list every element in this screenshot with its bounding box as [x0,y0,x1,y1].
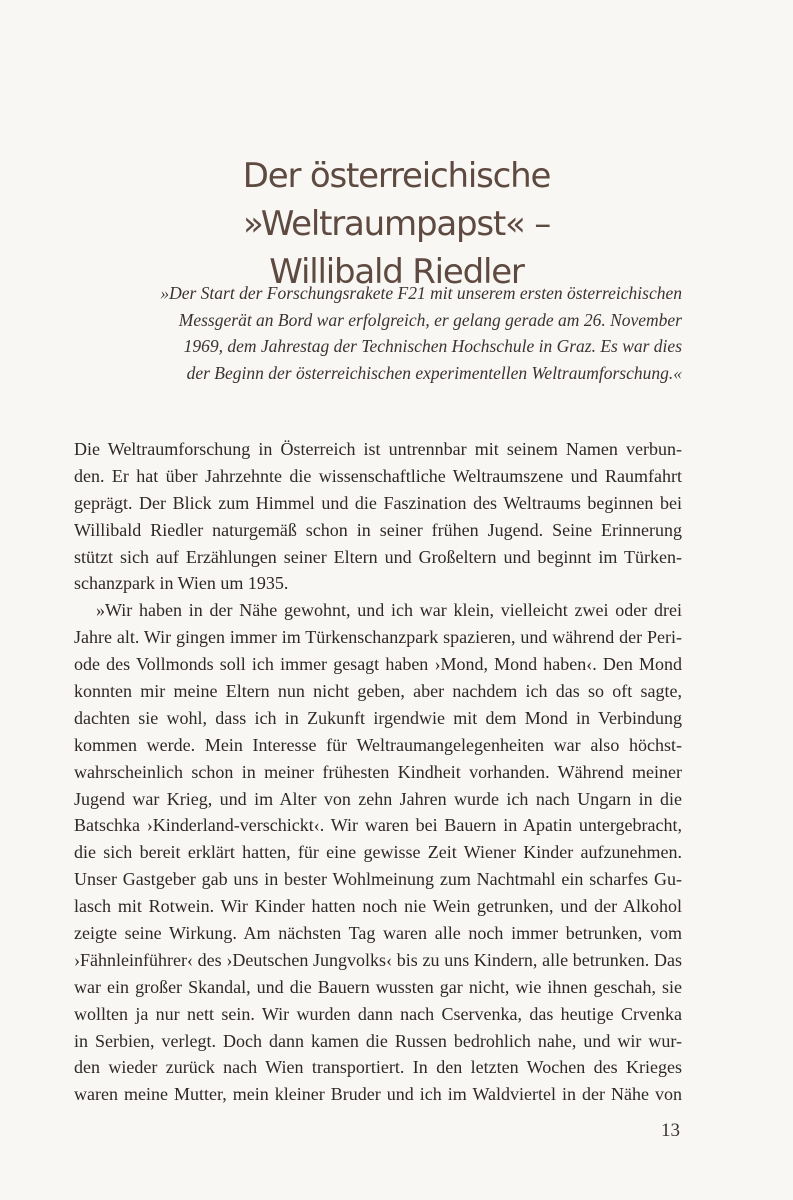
text-line: war ein großer Skandal, und die Bauern wussten gar nicht, wie ihnen geschah, sie [74,976,682,997]
text-line: kommen werde. Mein Interesse für Weltraumangelegenheiten war also höchst- [74,734,682,755]
chapter-title-line: Der österreichische »Weltraumpapst« – [242,156,551,244]
chapter-title [100,152,693,296]
text-line: Batschka ›Kinderland-verschickt‹. Wir waren bei Bauern in Apatin untergebracht, [74,815,682,836]
text-line: wollten ja nur nett sein. Wir wurden dann nach Cservenka, das heutige Crvenka [74,1003,682,1024]
text-line: stützt sich auf Erzählungen seiner Eltern und Großeltern und beginnt im Türken- [74,546,682,567]
text-line: Die Weltraumforschung in Österreich ist untrennbar mit seinem Namen verbun- [74,439,682,459]
text-line: konnten mir meine Eltern nun nicht geben, aber nachdem ich das so oft sagte, [74,681,682,702]
paragraph [74,436,682,597]
paragraph [74,597,682,1108]
text-line: dachten sie wohl, dass ich in Zukunft irgendwie mit dem Mond in Verbindung [74,707,682,728]
body-text [74,436,682,1108]
text-line: den. Er hat über Jahrzehnte die wissenschaftliche Weltraumszene und Raumfahrt [74,465,682,486]
text-line: ›Fähnleinführer‹ des ›Deutschen Jungvolks‹ bis zu uns Kindern, alle betrunken. Das [74,949,682,970]
text-line: wahrscheinlich schon in meiner frühesten Kindheit vorhanden. Während meiner [74,761,682,782]
text-line: schanzpark in Wien um 1935. [74,573,289,594]
epigraph-line: »Der Start der Forschungsrakete F21 mit unserem ersten österreichischen [160,283,682,303]
text-line: waren meine Mutter, mein kleiner Bruder und ich im Waldviertel in der Nähe von [74,1084,682,1105]
epigraph-quote [150,280,682,386]
text-line: die sich bereit erklärt hatten, für eine gewisse Zeit Wiener Kinder aufzunehmen. [74,842,682,863]
epigraph-line: 1969, dem Jahrestag der Technischen Hochschule in Graz. Es war dies [183,336,682,356]
text-line: lasch mit Rotwein. Wir Kinder hatten noch nie Wein getrunken, und der Alkohol [74,896,682,917]
text-line: »Wir haben in der Nähe gewohnt, und ich war klein, vielleicht zwei oder drei [96,600,682,621]
text-line: Unser Gastgeber gab uns in bester Wohlmeinung zum Nachtmahl ein scharfes Gu- [74,869,682,890]
text-line: Willibald Riedler naturgemäß schon in seiner frühen Jugend. Seine Erinnerung [74,519,682,540]
text-line: Jahre alt. Wir gingen immer im Türkenschanzpark spazieren, und während der Peri- [74,627,682,648]
epigraph-line: der Beginn der österreichischen experimentellen Weltraumforschung.« [186,362,682,383]
text-line: geprägt. Der Blick zum Himmel und die Faszination des Weltraums beginnen bei [74,492,682,513]
text-line: den wieder zurück nach Wien transportiert. In den letzten Wochen des Krieges [74,1057,682,1078]
text-line: Jugend war Krieg, und im Alter von zehn Jahren wurde ich nach Ungarn in die [74,788,682,809]
text-line: ode des Vollmonds soll ich immer gesagt haben ›Mond, Mond haben‹. Den Mond [74,654,682,675]
text-line: zeigte seine Wirkung. Am nächsten Tag waren alle noch immer betrunken, vom [74,923,682,944]
page-number: 13 [661,1120,680,1141]
chapter-title-line: Willibald Riedler [269,252,524,292]
text-line: in Serbien, verlegt. Doch dann kamen die Russen bedrohlich nahe, und wir wur- [74,1030,682,1051]
epigraph-line: Messgerät an Bord war erfolgreich, er gelang gerade am 26. November [178,309,682,330]
